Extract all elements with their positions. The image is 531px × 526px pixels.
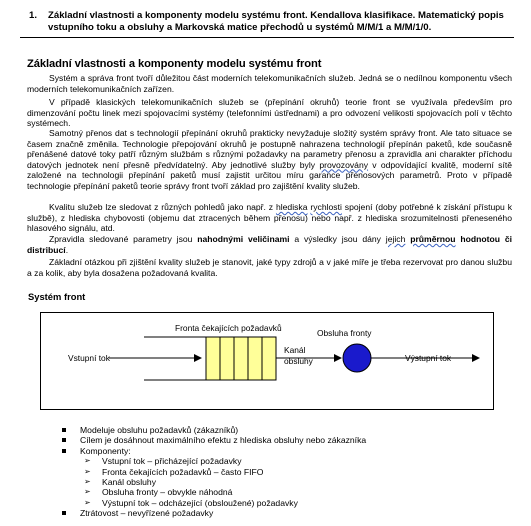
queue-cell xyxy=(248,337,262,380)
server-circle xyxy=(343,344,371,372)
subsection-title: Systém front xyxy=(28,291,86,302)
spellcheck-word: hlediska xyxy=(275,202,308,212)
paragraph-5-text-b: a výsledky jsou dány xyxy=(289,234,386,244)
paragraph-3-text-a: Samotný přenos dat s technologií přepínání okruhů prakticky nevyžaduje složitý systém správy front. Ale tato situace se časem značně změnila. Technologie přepojování okruhů je postupně nahrazena technologií přepínán paketů, kde současně přenášené datové toky patří různým službám s různými požadavky na parametry přenosu a zpravidla ani charakter příchodu datových jednotek není přesně předvídatelný. Aby jednotlivé služby byly xyxy=(27,128,512,170)
paragraph-5-bold-1: nahodnými veličinami xyxy=(197,234,290,244)
arrow-bullet-icon: ➢ xyxy=(84,466,91,476)
channel-label-2: obsluhy xyxy=(284,356,313,366)
queue-cells xyxy=(206,337,276,380)
paragraph-5 xyxy=(27,234,512,255)
list-item xyxy=(62,508,366,518)
spellcheck-word: rychlosti xyxy=(310,202,342,212)
spellcheck-word: jejich xyxy=(385,234,406,244)
sub-list-item-text: Obsluha fronty – obvykle náhodná xyxy=(102,487,233,498)
paragraph-2: V případě klasických telekomunikačních služeb se (přepínání okruhů) teorie front se využívala především pro dimenzování počtu linek mezi spojovacími systémy (telefonními ústřednami) a pro odvození velikosti spojovacích polí v těchto systémech. xyxy=(27,97,512,128)
paragraph-6: Základní otázkou při zjištění kvality služeb je stanovit, jaké typy zdrojů a v jaké míře je třeba rezervovat pro danou službu a za kolik, aby byla dosažena požadovaná kvalita. xyxy=(27,257,512,278)
bullet-list xyxy=(62,425,366,519)
paragraph-5-bold-3: hodnotou či distribucí xyxy=(27,234,512,255)
square-bullet-icon xyxy=(62,449,66,453)
heading-text: Základní vlastnosti a komponenty modelu systému front. Kendallova klasifikace. Matematický popis vstupního toku a obsluhy a Markovská matice přechodů u systémů M/M/1 a M/M/1/0. xyxy=(48,10,504,33)
paragraph-1: Systém a správa front tvoří důležitou část moderních telekomunikačních služeb. Jedná se o nedílnou komponentu všech moderních telekomunikačních zařízen. xyxy=(27,73,512,94)
arrow-bullet-icon: ➢ xyxy=(84,477,91,487)
heading-divider xyxy=(20,37,514,38)
queue-cell xyxy=(206,337,220,380)
heading-number: 1. xyxy=(29,10,38,21)
arrow-bullet-icon: ➢ xyxy=(84,497,91,507)
sub-list-item xyxy=(62,477,366,487)
arrow-bullet-icon: ➢ xyxy=(84,487,91,497)
queue-system-diagram xyxy=(40,312,494,410)
channel-label-1: Kanál xyxy=(284,345,306,355)
input-label: Vstupní tok xyxy=(68,353,110,363)
server-label: Obsluha fronty xyxy=(317,328,372,338)
square-bullet-icon xyxy=(62,428,66,432)
paragraph-4 xyxy=(27,202,512,234)
paragraph-4-text-a: Kvalitu služeb lze sledovat z různých pohledů jako např. z xyxy=(49,202,276,212)
list-item-text: Cílem je dosáhnout maximálního efektu z hlediska obsluhy nebo zákazníka xyxy=(80,435,367,446)
sub-list-item-text: Kanál obsluhy xyxy=(102,477,156,488)
paragraph-4-text-b: spojení (doby potřebné k získání přístupu k službě), z hlediska chybovosti (objemu dat ztracených během přenosu) nebo např. z hlediska srozumitelnosti přeneseného hlasového signálu, atd. xyxy=(27,202,513,233)
list-item-text: Komponenty: xyxy=(80,445,131,456)
sub-list-item xyxy=(62,467,366,477)
sub-list-item xyxy=(62,456,366,466)
sub-list-item-text: Fronta čekajících požadavků – často FIFO xyxy=(102,466,264,477)
list-item-text: Modeluje obsluhu požadavků (zákazníků) xyxy=(80,425,239,435)
square-bullet-icon xyxy=(62,511,66,515)
square-bullet-icon xyxy=(62,438,66,442)
sub-list-item xyxy=(62,498,366,508)
paragraph-5-text-a: Zpravidla sledované parametry jsou xyxy=(49,234,198,244)
paragraph-3 xyxy=(27,128,512,191)
section-title: Základní vlastnosti a komponenty modelu systému front xyxy=(27,58,322,70)
sub-list-item xyxy=(62,487,366,497)
arrow-bullet-icon: ➢ xyxy=(84,456,91,466)
list-item xyxy=(62,425,366,435)
queue-label: Fronta čekajících požadavků xyxy=(175,323,282,333)
list-item xyxy=(62,446,366,456)
sub-list-item-text: Výstupní tok – odcházející (obsloužené) požadavky xyxy=(102,497,298,508)
queue-diagram-svg xyxy=(41,313,493,409)
output-label: Výstupní tok xyxy=(405,353,452,363)
list-item xyxy=(62,435,366,445)
sub-list-item-text: Vstupní tok – přicházející požadavky xyxy=(102,456,242,467)
spellcheck-word: provozovány xyxy=(319,159,369,170)
queue-cell xyxy=(220,337,234,380)
list-item-text: Ztrátovost – nevyřízené požadavky xyxy=(80,508,214,519)
queue-cell xyxy=(262,337,276,380)
paragraph-5-end: . xyxy=(65,244,69,255)
paragraph-5-bold-2: průměrnou xyxy=(410,234,456,244)
queue-cell xyxy=(234,337,248,380)
paragraph-3-text-b: v odpovídající kvalitě, moderní sítě založené na technologii přepínání paketů musí zajistit určitou míru garance přenosových parametrů. Proto v případě technologie přepínání paketů teorie správy front tvoří základ pro zajištění kvality služeb. xyxy=(27,159,513,191)
